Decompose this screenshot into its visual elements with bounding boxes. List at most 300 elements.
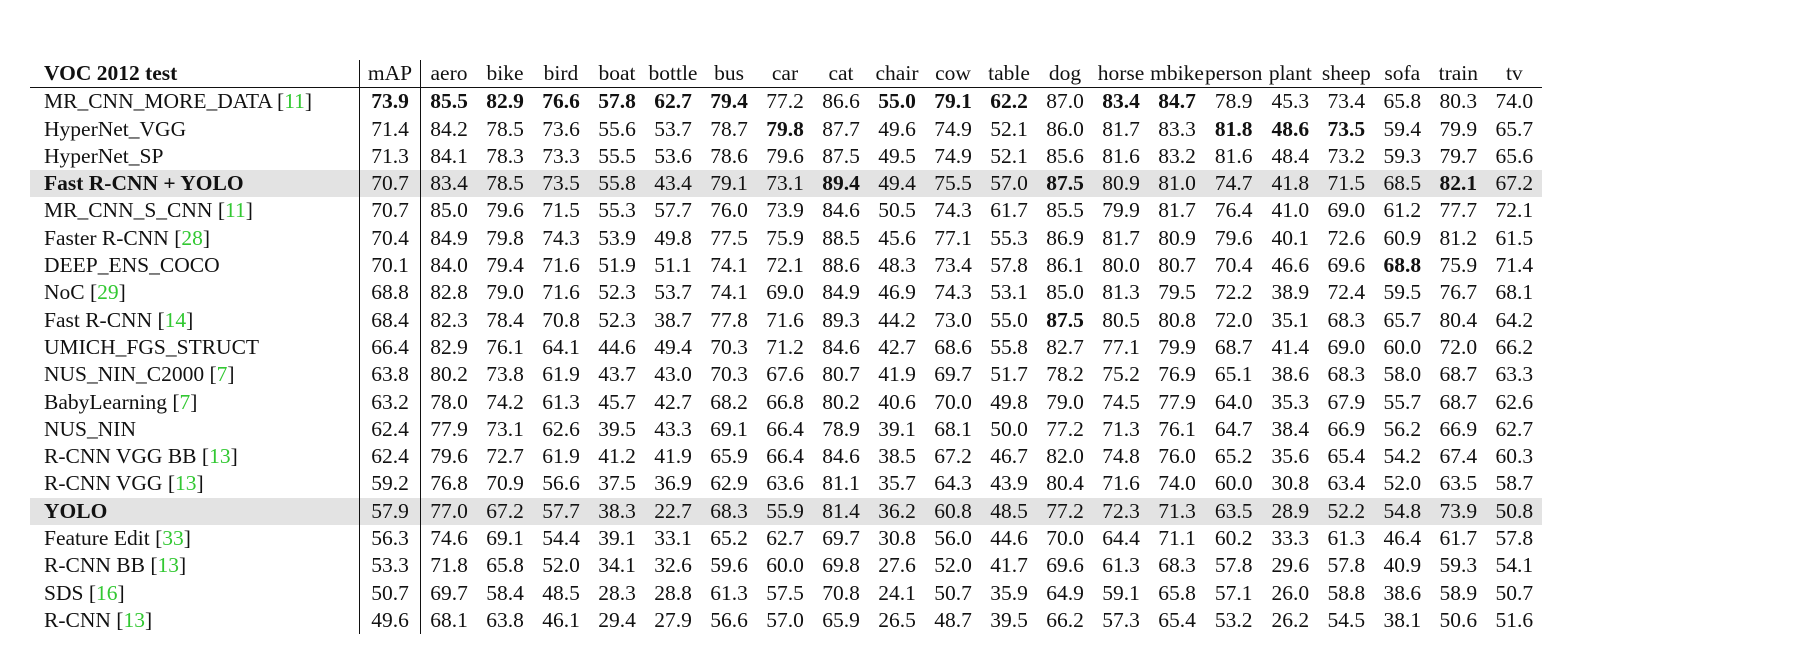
- class-ap-cell-chair: 45.6: [878, 225, 916, 250]
- class-ap-cell-tv: 72.1: [1495, 198, 1534, 223]
- table-row: [30, 116, 1542, 143]
- class-ap-cell-table: 57.0: [981, 170, 1037, 197]
- class-ap-cell-bike: 72.7: [486, 444, 524, 469]
- class-ap-cell-bird: 71.5: [542, 198, 580, 223]
- table-row: [30, 279, 1542, 306]
- class-ap-cell-car: 75.9: [766, 225, 804, 250]
- map-value-cell: 70.1: [360, 252, 421, 279]
- table-row: [30, 416, 1542, 443]
- class-ap-cell-tv: 66.2: [1495, 334, 1534, 359]
- class-ap-cell-bottle: 43.4: [645, 170, 701, 197]
- class-ap-cell-plant: 35.1: [1271, 307, 1310, 332]
- class-ap-cell-boat: 39.1: [598, 526, 636, 551]
- class-ap-cell-dog: 86.9: [1046, 225, 1084, 250]
- header-col-table: table: [981, 60, 1037, 88]
- method-name: R-CNN VGG: [44, 471, 163, 496]
- voc2012-results-table: [30, 60, 1542, 634]
- class-ap-cell-dog: 86.1: [1046, 253, 1084, 278]
- citation-link[interactable]: 11: [284, 89, 305, 114]
- class-ap-cell-train: 82.1: [1430, 170, 1486, 197]
- class-ap-cell-cat: 87.7: [822, 116, 860, 141]
- header-col-aero: aero: [421, 60, 478, 88]
- class-ap-cell-car: 57.5: [766, 580, 804, 605]
- class-ap-cell-mbike: 71.1: [1158, 526, 1196, 551]
- class-ap-cell-chair: 49.4: [869, 170, 925, 197]
- citation-link[interactable]: 29: [97, 280, 119, 305]
- class-ap-cell-boat: 37.5: [598, 471, 636, 496]
- class-ap-cell-bird: 74.3: [542, 225, 580, 250]
- class-ap-cell-person: 60.0: [1214, 471, 1253, 496]
- class-ap-cell-cat: 89.4: [813, 170, 869, 197]
- class-ap-cell-horse: 81.6: [1102, 143, 1140, 168]
- class-ap-cell-table: 41.7: [990, 553, 1028, 578]
- class-ap-cell-bus: 56.6: [710, 607, 748, 632]
- header-col-sheep: sheep: [1318, 60, 1374, 88]
- class-ap-cell-sofa: 38.1: [1383, 607, 1422, 632]
- class-ap-cell-aero: 71.8: [430, 553, 468, 578]
- class-ap-cell-table: 57.8: [990, 253, 1028, 278]
- header-col-bike: bike: [477, 60, 533, 88]
- class-ap-cell-train: 75.9: [1439, 253, 1478, 278]
- class-ap-cell-sofa: 68.8: [1383, 253, 1422, 278]
- class-ap-cell-car: 57.0: [766, 607, 804, 632]
- class-ap-cell-bird: 61.9: [542, 362, 580, 387]
- class-ap-cell-train: 76.7: [1439, 280, 1478, 305]
- method-name-cell: MR_CNN_MORE_DATA [11]: [44, 89, 313, 114]
- class-ap-cell-plant: 28.9: [1262, 498, 1318, 525]
- class-ap-cell-bus: 69.1: [710, 416, 748, 441]
- class-ap-cell-sofa: 59.3: [1383, 143, 1422, 168]
- class-ap-cell-dog: 70.0: [1046, 526, 1084, 551]
- citation-link[interactable]: 7: [216, 362, 228, 387]
- class-ap-cell-mbike: 76.9: [1158, 362, 1196, 387]
- class-ap-cell-sheep: 72.4: [1327, 280, 1366, 305]
- method-name: HyperNet_SP: [44, 143, 164, 168]
- citation-link[interactable]: 33: [162, 526, 184, 551]
- class-ap-cell-bottle: 36.9: [654, 471, 692, 496]
- class-ap-cell-aero: 85.5: [430, 89, 468, 114]
- class-ap-cell-cat: 81.4: [813, 498, 869, 525]
- table-row: [30, 607, 1542, 634]
- header-col-cat: cat: [813, 60, 869, 88]
- map-value-cell: 70.7: [360, 197, 421, 224]
- class-ap-cell-aero: 82.8: [430, 280, 468, 305]
- class-ap-cell-cow: 60.8: [925, 498, 981, 525]
- class-ap-cell-mbike: 84.7: [1158, 89, 1196, 114]
- class-ap-cell-chair: 40.6: [878, 389, 916, 414]
- class-ap-cell-sheep: 54.5: [1327, 607, 1366, 632]
- class-ap-cell-plant: 41.4: [1271, 334, 1310, 359]
- class-ap-cell-chair: 50.5: [878, 198, 916, 223]
- class-ap-cell-chair: 39.1: [878, 416, 916, 441]
- class-ap-cell-bike: 67.2: [477, 498, 533, 525]
- class-ap-cell-bike: 79.6: [486, 198, 524, 223]
- class-ap-cell-bus: 74.1: [710, 253, 748, 278]
- class-ap-cell-sheep: 57.8: [1327, 553, 1366, 578]
- method-name: R-CNN: [44, 607, 111, 632]
- class-ap-cell-car: 62.7: [766, 526, 804, 551]
- class-ap-cell-sheep: 52.2: [1318, 498, 1374, 525]
- citation-link[interactable]: 13: [157, 553, 179, 578]
- class-ap-cell-car: 66.4: [766, 416, 804, 441]
- class-ap-cell-bottle: 49.8: [654, 225, 692, 250]
- class-ap-cell-table: 51.7: [990, 362, 1028, 387]
- class-ap-cell-horse: 74.5: [1102, 389, 1140, 414]
- class-ap-cell-car: 60.0: [766, 553, 804, 578]
- class-ap-cell-table: 49.8: [990, 389, 1028, 414]
- class-ap-cell-table: 52.1: [990, 143, 1028, 168]
- header-col-mbike: mbike: [1149, 60, 1205, 88]
- citation-link[interactable]: 16: [96, 580, 118, 605]
- class-ap-cell-person: 64.7: [1214, 416, 1253, 441]
- class-ap-cell-bird: 73.5: [533, 170, 589, 197]
- class-ap-cell-car: 71.2: [766, 334, 804, 359]
- class-ap-cell-plant: 26.2: [1271, 607, 1310, 632]
- class-ap-cell-sofa: 54.8: [1374, 498, 1430, 525]
- map-value-cell: 71.3: [360, 143, 421, 170]
- class-ap-cell-dog: 77.2: [1037, 498, 1093, 525]
- class-ap-cell-tv: 74.0: [1495, 89, 1534, 114]
- class-ap-cell-cow: 68.6: [934, 334, 972, 359]
- method-name-cell: R-CNN BB [13]: [44, 553, 187, 578]
- class-ap-cell-car: 66.8: [766, 389, 804, 414]
- class-ap-cell-plant: 46.6: [1271, 253, 1310, 278]
- class-ap-cell-aero: 84.9: [430, 225, 468, 250]
- method-name: MR_CNN_MORE_DATA: [44, 89, 272, 114]
- class-ap-cell-bottle: 27.9: [654, 607, 692, 632]
- class-ap-cell-car: 72.1: [766, 253, 804, 278]
- class-ap-cell-plant: 33.3: [1271, 526, 1310, 551]
- class-ap-cell-bike: 79.0: [486, 280, 524, 305]
- citation-link[interactable]: 28: [181, 225, 203, 250]
- class-ap-cell-person: 81.6: [1214, 143, 1253, 168]
- class-ap-cell-plant: 30.8: [1271, 471, 1310, 496]
- map-value-cell: 62.4: [360, 416, 421, 443]
- class-ap-cell-mbike: 65.4: [1158, 607, 1196, 632]
- class-ap-cell-bus: 79.1: [701, 170, 757, 197]
- class-ap-cell-bus: 61.3: [710, 580, 748, 605]
- citation-link[interactable]: 14: [164, 307, 187, 332]
- class-ap-cell-bus: 68.2: [710, 389, 748, 414]
- method-name: SDS: [44, 580, 84, 605]
- class-ap-cell-dog: 86.0: [1046, 116, 1084, 141]
- class-ap-cell-cow: 67.2: [934, 444, 972, 469]
- class-ap-cell-tv: 50.8: [1486, 498, 1542, 525]
- class-ap-cell-aero: 85.0: [430, 198, 468, 223]
- class-ap-cell-sheep: 73.5: [1327, 116, 1366, 141]
- class-ap-cell-train: 67.4: [1439, 444, 1478, 469]
- class-ap-cell-tv: 62.6: [1495, 389, 1534, 414]
- class-ap-cell-car: 73.1: [757, 170, 813, 197]
- class-ap-cell-chair: 38.5: [878, 444, 916, 469]
- method-name: R-CNN BB: [44, 553, 145, 578]
- class-ap-cell-bottle: 49.4: [654, 334, 692, 359]
- class-ap-cell-cow: 68.1: [934, 416, 972, 441]
- class-ap-cell-bird: 52.0: [542, 553, 580, 578]
- citation-link[interactable]: 13: [123, 607, 145, 632]
- class-ap-cell-cow: 70.0: [934, 389, 972, 414]
- class-ap-cell-mbike: 65.8: [1158, 580, 1196, 605]
- class-ap-cell-dog: 78.2: [1046, 362, 1084, 387]
- header-col-bird: bird: [533, 60, 589, 88]
- class-ap-cell-boat: 53.9: [598, 225, 636, 250]
- class-ap-cell-mbike: 80.9: [1158, 225, 1196, 250]
- method-name: NUS_NIN: [44, 416, 136, 441]
- class-ap-cell-person: 65.2: [1214, 444, 1253, 469]
- class-ap-cell-dog: 80.4: [1046, 471, 1084, 496]
- method-name-cell: [30, 416, 360, 443]
- class-ap-cell-person: 81.8: [1214, 116, 1253, 141]
- table-header-row: [30, 60, 1542, 88]
- class-ap-cell-mbike: 83.3: [1158, 116, 1196, 141]
- class-ap-cell-dog: 64.9: [1046, 580, 1084, 605]
- class-ap-cell-bottle: 57.7: [654, 198, 692, 223]
- class-ap-cell-train: 73.9: [1430, 498, 1486, 525]
- method-name-cell: [30, 334, 360, 361]
- header-col-map: mAP: [360, 60, 421, 88]
- class-ap-cell-bike: 74.2: [486, 389, 524, 414]
- class-ap-cell-car: 71.6: [766, 307, 804, 332]
- method-name-cell: SDS [16]: [44, 580, 125, 605]
- method-name: BabyLearning: [44, 389, 167, 414]
- class-ap-cell-cow: 48.7: [934, 607, 972, 632]
- class-ap-cell-tv: 65.6: [1495, 143, 1534, 168]
- class-ap-cell-mbike: 77.9: [1158, 389, 1196, 414]
- class-ap-cell-mbike: 76.0: [1158, 444, 1196, 469]
- map-value-cell: 71.4: [360, 116, 421, 143]
- class-ap-cell-plant: 38.9: [1271, 280, 1310, 305]
- class-ap-cell-tv: 65.7: [1495, 116, 1534, 141]
- method-name-cell: Faster R-CNN [28]: [44, 225, 211, 250]
- class-ap-cell-train: 72.0: [1439, 334, 1478, 359]
- method-name-cell: BabyLearning [7]: [44, 389, 198, 414]
- map-value-cell: 70.4: [360, 225, 421, 252]
- table-row: [30, 525, 1542, 552]
- class-ap-cell-bike: 69.1: [486, 526, 524, 551]
- class-ap-cell-cow: 64.3: [934, 471, 972, 496]
- class-ap-cell-sheep: 71.5: [1318, 170, 1374, 197]
- class-ap-cell-cow: 74.3: [934, 198, 972, 223]
- class-ap-cell-aero: 68.1: [430, 607, 468, 632]
- class-ap-cell-bus: 68.3: [701, 498, 757, 525]
- class-ap-cell-cat: 89.3: [822, 307, 860, 332]
- class-ap-cell-chair: 26.5: [878, 607, 916, 632]
- class-ap-cell-bird: 48.5: [542, 580, 580, 605]
- class-ap-cell-bottle: 43.0: [654, 362, 692, 387]
- method-name-cell: Feature Edit [33]: [44, 526, 191, 551]
- class-ap-cell-boat: 29.4: [598, 607, 636, 632]
- method-name: UMICH_FGS_STRUCT: [44, 334, 260, 359]
- class-ap-cell-train: 68.7: [1439, 362, 1478, 387]
- class-ap-cell-chair: 48.3: [878, 253, 916, 278]
- header-col-plant: plant: [1262, 60, 1318, 88]
- class-ap-cell-aero: 77.9: [430, 416, 468, 441]
- class-ap-cell-cow: 74.3: [934, 280, 972, 305]
- table-row: [30, 443, 1542, 470]
- header-col-tv: tv: [1486, 60, 1542, 88]
- map-value-cell: 53.3: [360, 552, 421, 579]
- class-ap-cell-table: 43.9: [990, 471, 1028, 496]
- class-ap-cell-boat: 28.3: [598, 580, 636, 605]
- class-ap-cell-aero: 76.8: [430, 471, 468, 496]
- class-ap-cell-sheep: 73.2: [1327, 143, 1366, 168]
- method-name: MR_CNN_S_CNN: [44, 198, 213, 223]
- class-ap-cell-bottle: 62.7: [654, 89, 692, 114]
- class-ap-cell-sheep: 73.4: [1327, 89, 1366, 114]
- class-ap-cell-plant: 38.4: [1271, 416, 1310, 441]
- class-ap-cell-bottle: 51.1: [654, 253, 692, 278]
- class-ap-cell-bird: 61.3: [542, 389, 580, 414]
- class-ap-cell-sheep: 61.3: [1327, 526, 1366, 551]
- class-ap-cell-person: 60.2: [1214, 526, 1253, 551]
- class-ap-cell-person: 53.2: [1214, 607, 1253, 632]
- class-ap-cell-sofa: 65.7: [1383, 307, 1422, 332]
- class-ap-cell-aero: 82.9: [430, 334, 468, 359]
- class-ap-cell-boat: 52.3: [598, 280, 636, 305]
- method-name-cell: [30, 170, 360, 197]
- class-ap-cell-bike: 58.4: [486, 580, 524, 605]
- class-ap-cell-bus: 59.6: [710, 553, 748, 578]
- class-ap-cell-cat: 80.2: [822, 389, 860, 414]
- header-col-train: train: [1430, 60, 1486, 88]
- citation-link[interactable]: 13: [209, 444, 231, 469]
- class-ap-cell-car: 77.2: [766, 89, 804, 114]
- table-row: [30, 498, 1542, 525]
- map-value-cell: 66.4: [360, 334, 421, 361]
- class-ap-cell-aero: 77.0: [421, 498, 478, 525]
- class-ap-cell-chair: 30.8: [878, 526, 916, 551]
- class-ap-cell-aero: 84.0: [430, 253, 468, 278]
- table-row: [30, 307, 1542, 334]
- class-ap-cell-train: 68.7: [1439, 389, 1478, 414]
- class-ap-cell-train: 50.6: [1439, 607, 1478, 632]
- class-ap-cell-train: 80.3: [1439, 89, 1478, 114]
- class-ap-cell-car: 69.0: [766, 280, 804, 305]
- class-ap-cell-plant: 35.6: [1271, 444, 1310, 469]
- class-ap-cell-boat: 52.3: [598, 307, 636, 332]
- class-ap-cell-sofa: 61.2: [1383, 198, 1422, 223]
- citation-link[interactable]: 11: [225, 198, 246, 223]
- class-ap-cell-train: 80.4: [1439, 307, 1478, 332]
- class-ap-cell-bird: 57.7: [533, 498, 589, 525]
- map-value-cell: 49.6: [360, 607, 421, 634]
- class-ap-cell-table: 44.6: [990, 526, 1028, 551]
- class-ap-cell-boat: 57.8: [598, 89, 636, 114]
- class-ap-cell-sheep: 68.3: [1327, 307, 1366, 332]
- table-row: [30, 334, 1542, 361]
- citation-link[interactable]: 13: [175, 471, 197, 496]
- table-row: [30, 580, 1542, 607]
- map-value-cell: 56.3: [360, 525, 421, 552]
- class-ap-cell-bottle: 53.7: [654, 116, 692, 141]
- class-ap-cell-train: 66.9: [1439, 416, 1478, 441]
- class-ap-cell-tv: 64.2: [1495, 307, 1534, 332]
- map-value-cell: 68.4: [360, 307, 421, 334]
- header-col-cow: cow: [925, 60, 981, 88]
- class-ap-cell-table: 61.7: [990, 198, 1028, 223]
- class-ap-cell-aero: 69.7: [430, 580, 468, 605]
- class-ap-cell-plant: 40.1: [1271, 225, 1310, 250]
- class-ap-cell-boat: 45.7: [598, 389, 636, 414]
- class-ap-cell-car: 73.9: [766, 198, 804, 223]
- class-ap-cell-boat: 55.8: [589, 170, 645, 197]
- table-row: [30, 252, 1542, 279]
- class-ap-cell-cat: 88.6: [822, 253, 860, 278]
- class-ap-cell-train: 59.3: [1439, 553, 1478, 578]
- class-ap-cell-bird: 71.6: [542, 280, 580, 305]
- class-ap-cell-table: 39.5: [990, 607, 1028, 632]
- class-ap-cell-bottle: 42.7: [654, 389, 692, 414]
- method-name-cell: R-CNN [13]: [44, 607, 153, 632]
- class-ap-cell-car: 79.8: [766, 116, 804, 141]
- method-name-cell: Fast R-CNN [14]: [44, 307, 194, 332]
- class-ap-cell-sofa: 54.2: [1383, 444, 1422, 469]
- class-ap-cell-cat: 81.1: [822, 471, 860, 496]
- class-ap-cell-horse: 80.9: [1093, 170, 1149, 197]
- class-ap-cell-car: 79.6: [766, 143, 804, 168]
- class-ap-cell-person: 57.8: [1214, 553, 1253, 578]
- class-ap-cell-person: 76.4: [1214, 198, 1253, 223]
- class-ap-cell-bike: 73.1: [486, 416, 524, 441]
- class-ap-cell-sheep: 65.4: [1327, 444, 1366, 469]
- class-ap-cell-bike: 78.5: [477, 170, 533, 197]
- class-ap-cell-chair: 36.2: [869, 498, 925, 525]
- class-ap-cell-bird: 64.1: [542, 334, 580, 359]
- map-value-cell: 68.8: [360, 279, 421, 306]
- method-name-cell: [30, 143, 360, 170]
- class-ap-cell-aero: 78.0: [430, 389, 468, 414]
- class-ap-cell-horse: 57.3: [1102, 607, 1140, 632]
- method-name-cell: NoC [29]: [44, 280, 126, 305]
- class-ap-cell-chair: 44.2: [878, 307, 916, 332]
- class-ap-cell-bird: 54.4: [542, 526, 580, 551]
- class-ap-cell-boat: 43.7: [598, 362, 636, 387]
- class-ap-cell-car: 67.6: [766, 362, 804, 387]
- class-ap-cell-dog: 69.6: [1046, 553, 1084, 578]
- header-col-sofa: sofa: [1374, 60, 1430, 88]
- class-ap-cell-chair: 24.1: [878, 580, 916, 605]
- class-ap-cell-mbike: 81.0: [1149, 170, 1205, 197]
- class-ap-cell-table: 55.0: [990, 307, 1028, 332]
- table-row: [30, 552, 1542, 579]
- table-row: [30, 88, 1542, 116]
- table-row: [30, 389, 1542, 416]
- header-col-person: person: [1205, 60, 1262, 88]
- class-ap-cell-tv: 71.4: [1495, 253, 1534, 278]
- class-ap-cell-train: 77.7: [1439, 198, 1478, 223]
- map-value-cell: 50.7: [360, 580, 421, 607]
- class-ap-cell-person: 65.1: [1214, 362, 1253, 387]
- class-ap-cell-table: 55.8: [990, 334, 1028, 359]
- class-ap-cell-bird: 76.6: [542, 89, 580, 114]
- method-name-cell: NUS_NIN_C2000 [7]: [44, 362, 235, 387]
- class-ap-cell-cow: 77.1: [934, 225, 972, 250]
- class-ap-cell-cat: 84.6: [822, 198, 860, 223]
- class-ap-cell-sofa: 40.9: [1383, 553, 1422, 578]
- class-ap-cell-dog: 82.7: [1046, 334, 1084, 359]
- class-ap-cell-bottle: 53.7: [654, 280, 692, 305]
- class-ap-cell-cat: 84.6: [822, 334, 860, 359]
- class-ap-cell-plant: 41.0: [1271, 198, 1310, 223]
- class-ap-cell-bus: 77.8: [710, 307, 748, 332]
- class-ap-cell-bus: 78.6: [710, 143, 748, 168]
- class-ap-cell-cow: 56.0: [934, 526, 972, 551]
- class-ap-cell-bike: 78.3: [486, 143, 524, 168]
- class-ap-cell-bike: 73.8: [486, 362, 524, 387]
- citation-link[interactable]: 7: [179, 389, 191, 414]
- class-ap-cell-person: 74.7: [1205, 170, 1262, 197]
- method-name-cell: R-CNN VGG BB [13]: [44, 444, 238, 469]
